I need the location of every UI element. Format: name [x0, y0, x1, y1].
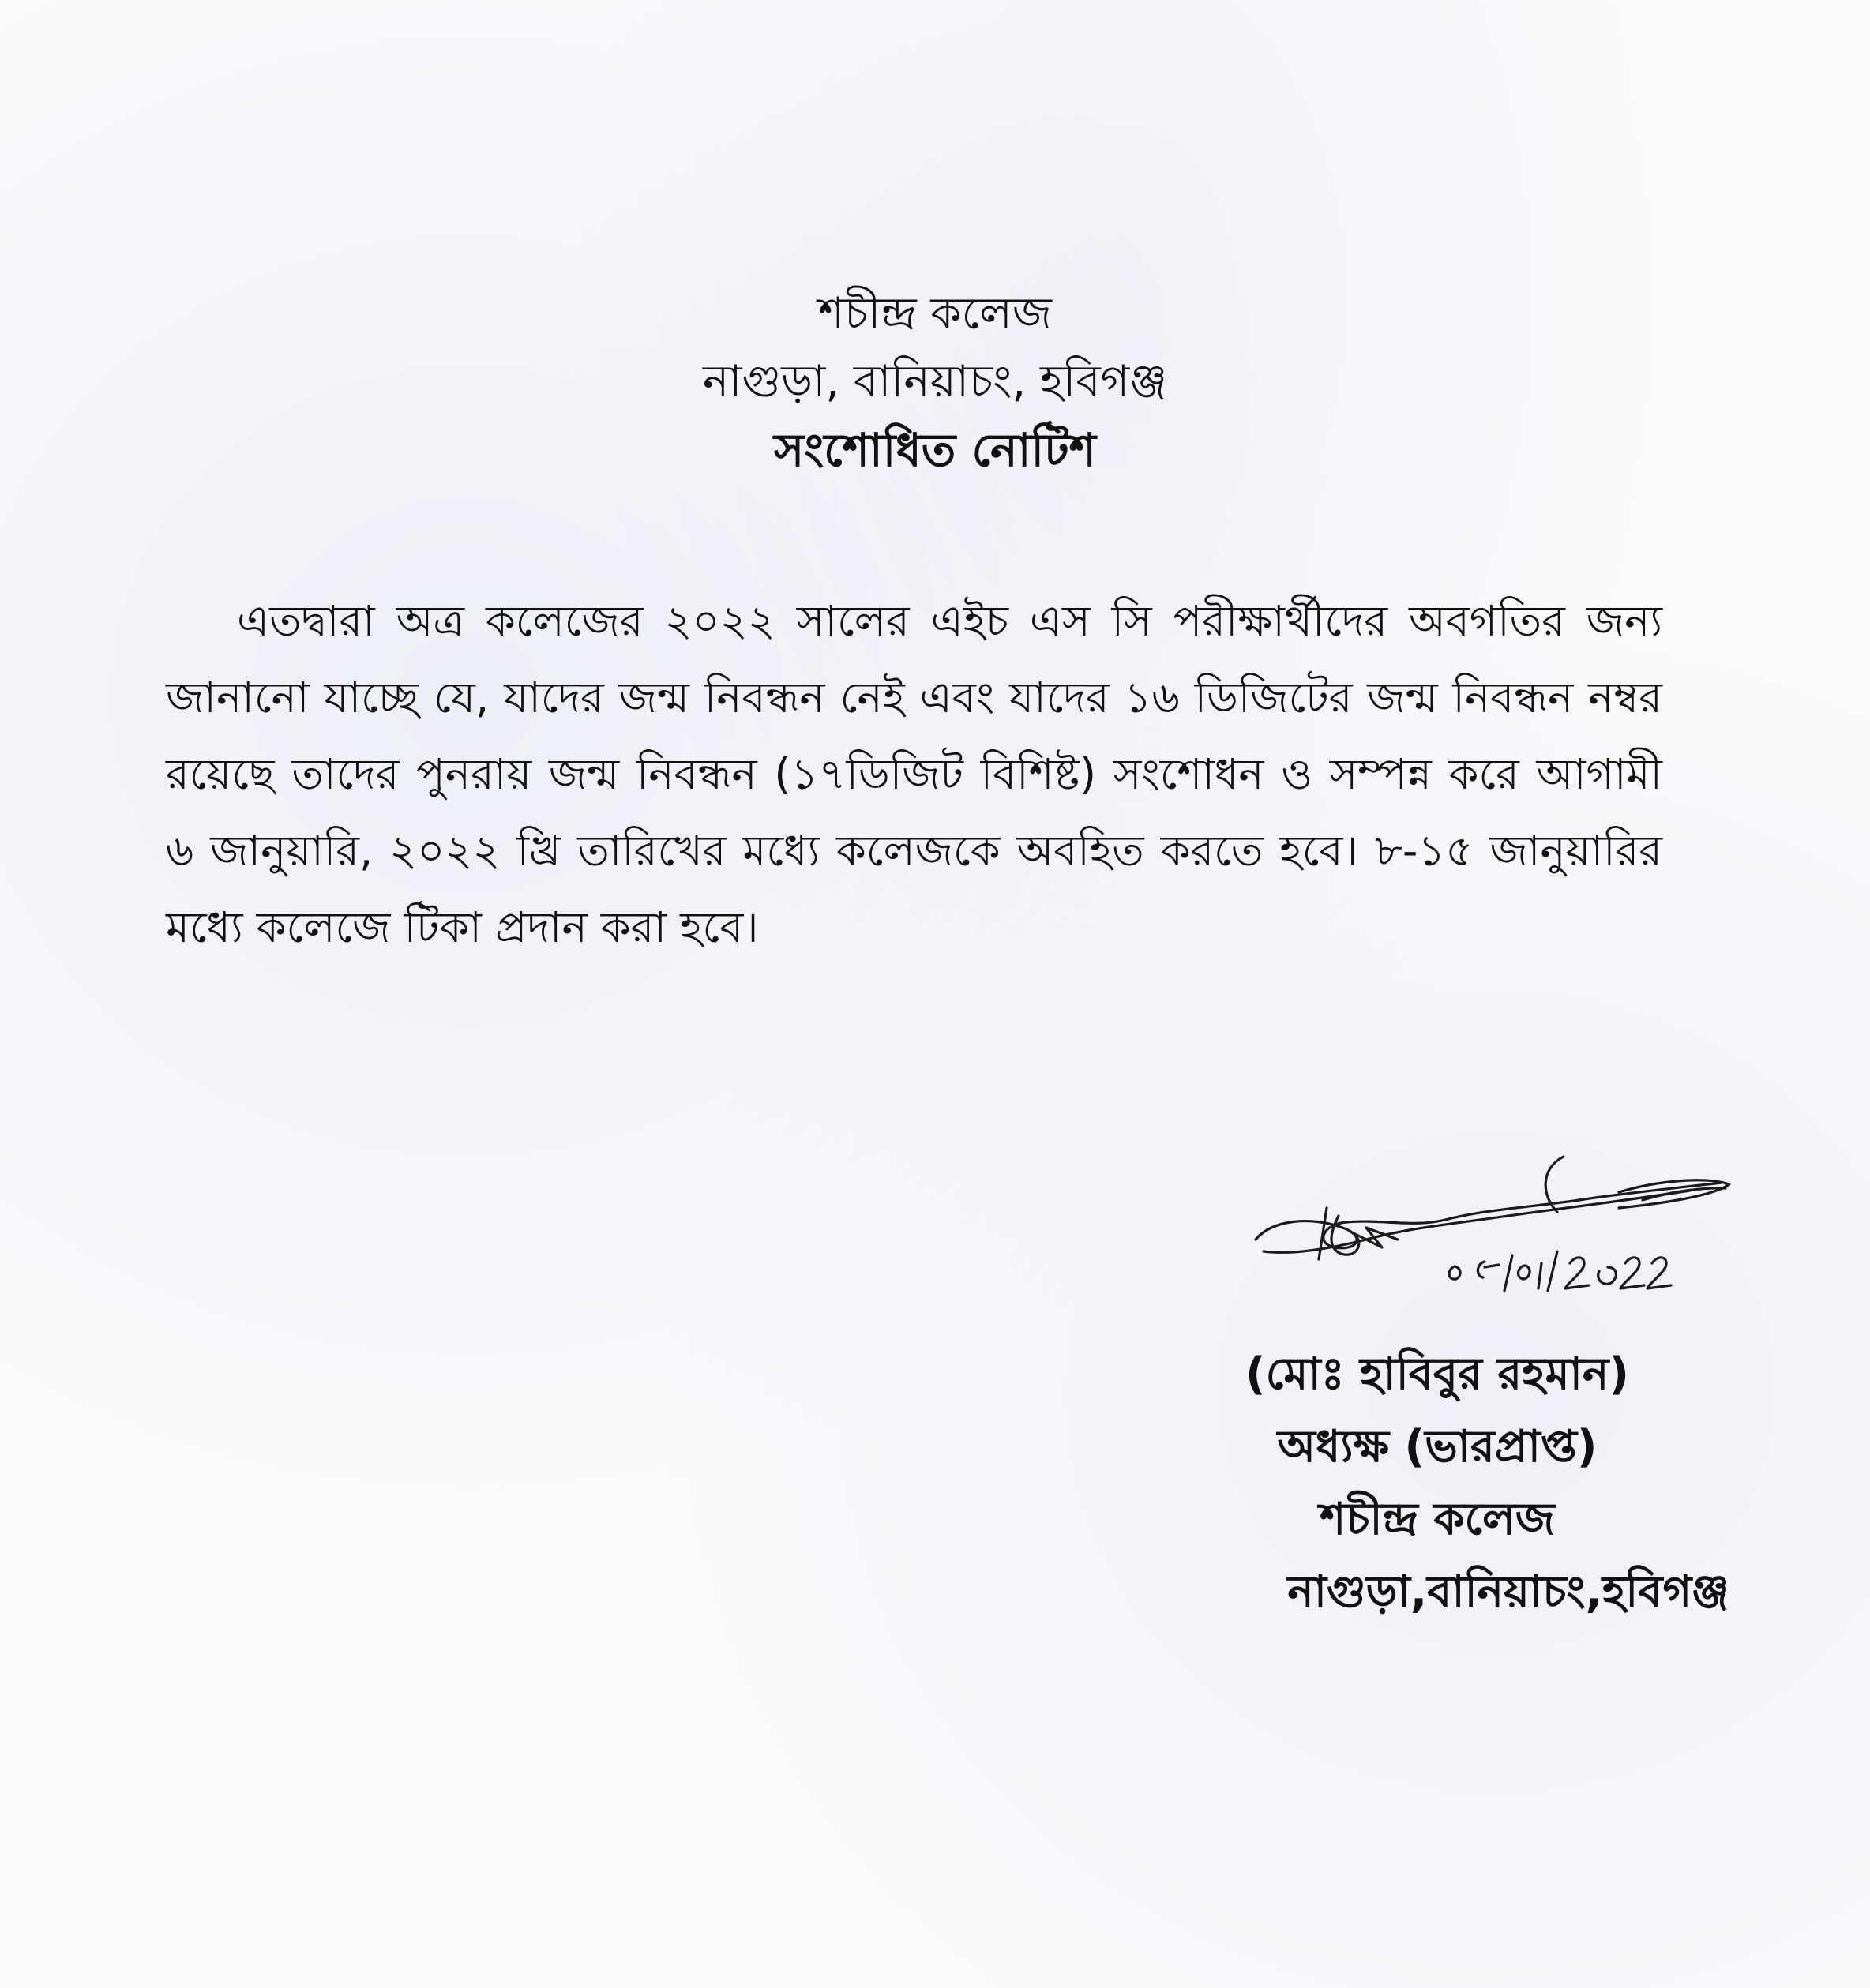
signatory-address: নাগুড়া,বানিয়াচং,হবিগঞ্জ: [1287, 1566, 1729, 1618]
signatory-name: (মোঃ হাবিবুর রহমান): [1245, 1348, 1629, 1400]
signatory-institution: শচীন্দ্র কলেজ: [1320, 1494, 1555, 1545]
signature-block: [1145, 1338, 1729, 1629]
notice-title: সংশোধিত নোটিশ: [773, 423, 1096, 477]
notice-body: এতদ্বারা অত্র কলেজের ২০২২ সালের এইচ এস সি পরীক্ষার্থীদের অবগতির জন্য জানানো যাচ্ছে যে, যাদের জন্ম নিবন্ধন নেই এবং যাদের ১৬ ডিজিটের জন্ম নিবন্ধন নম্বর রয়েছে তাদের পুনরায় জন্ম নিবন্ধন (১৭ডিজিট বিশিষ্ট) সংশোধন ও সম্পন্ন করে আগামী ৬ জানুয়ারি, ২০২২ খ্রি তারিখের মধ্যে কলেজকে অবহিত করতে হবে। ৮-১৫ জানুয়ারির মধ্যে কলেজে টিকা প্রদান করা হবে।: [166, 596, 1662, 952]
signatory-designation: অধ্যক্ষ (ভারপ্রাপ্ত): [1277, 1421, 1598, 1472]
notice-header: [0, 280, 1870, 484]
handwritten-signature: [1248, 1153, 1737, 1342]
institution-address: নাগুড়া, বানিয়াচং, হবিগঞ্জ: [702, 356, 1168, 407]
institution-name: শচীন্দ্র কলেজ: [818, 288, 1052, 339]
